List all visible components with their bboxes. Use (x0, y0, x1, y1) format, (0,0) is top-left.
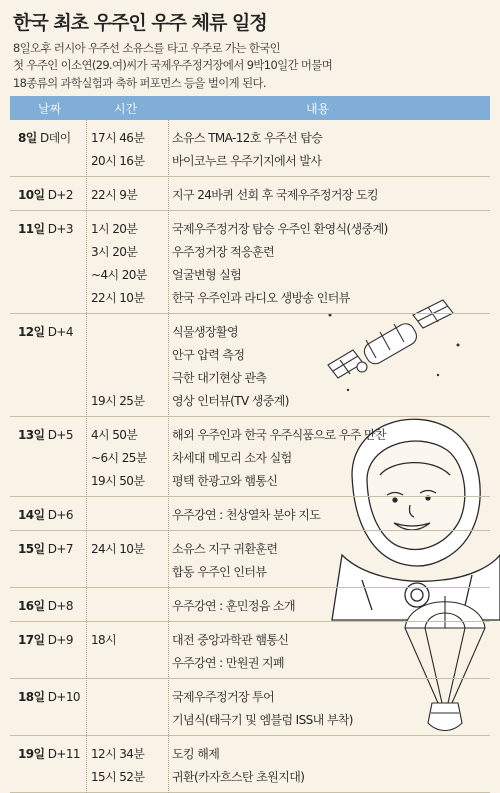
time-cell: 18시 (91, 633, 117, 647)
time-cell: 24시 10분 (91, 542, 145, 556)
event-cell: 우주강연 : 만원권 지폐 (172, 656, 285, 670)
intro-line: 8일오후 러시아 우주선 소유스를 타고 우주로 가는 한국인 (13, 41, 281, 55)
table-row (10, 177, 490, 211)
event-cell: 우주강연 : 훈민정음 소개 (172, 599, 296, 613)
day-label: D+11 (47, 747, 80, 761)
day-number: 10일 (18, 188, 45, 202)
time-cell: 3시 20분 (91, 245, 138, 259)
event-cell: 지구 24바퀴 선회 후 국제우주정거장 도킹 (172, 188, 379, 202)
table-row (10, 497, 490, 531)
day-label: D+4 (47, 325, 73, 339)
time-cell: 20시 16분 (91, 154, 145, 168)
table-row (10, 588, 490, 622)
day-cell (18, 129, 71, 146)
event-cell: 국제우주정거장 투어 (172, 690, 275, 704)
day-label: D+5 (47, 428, 73, 442)
day-cell (18, 220, 73, 237)
time-cell: 19시 25분 (91, 394, 145, 408)
column-divider (86, 120, 87, 793)
day-number: 18일 (18, 690, 45, 704)
event-cell: 얼굴변형 실험 (172, 268, 242, 282)
time-cell: 4시 50분 (91, 428, 138, 442)
intro-line: 첫 우주인 이소연(29.여)씨가 국제우주정거장에서 9박10일간 머물며 (13, 58, 333, 73)
day-number: 12일 (18, 325, 45, 339)
header-content: 내용 (306, 102, 330, 116)
column-divider (168, 120, 169, 793)
day-cell (18, 506, 73, 523)
event-cell: 우주강연 : 천상열차 분야 지도 (172, 508, 321, 522)
event-cell: 소유스 TMA-12호 우주선 탑승 (172, 131, 323, 145)
day-number: 19일 (18, 747, 45, 761)
time-cell: 1시 20분 (91, 222, 138, 236)
day-label: D+8 (47, 599, 73, 613)
table-row (10, 211, 490, 314)
event-cell: 평택 한광고와 햄통신 (172, 474, 278, 488)
day-label: D+9 (47, 633, 73, 647)
header-time: 시간 (114, 102, 138, 116)
event-cell: 기념식(태극기 및 엠블럼 ISS내 부착) (172, 713, 353, 727)
day-number: 15일 (18, 542, 45, 556)
table-row (10, 679, 490, 736)
event-cell: 한국 우주인과 라디오 생방송 인터뷰 (172, 291, 350, 305)
time-cell: ~4시 20분 (91, 268, 147, 282)
day-label: D+6 (47, 508, 73, 522)
event-cell: 국제우주정거장 탐승 우주인 환영식(생중계) (172, 222, 388, 236)
event-cell: 도킹 해제 (172, 747, 220, 761)
day-number: 11일 (18, 222, 45, 236)
day-cell (18, 540, 73, 557)
page-title: 한국 최초 우주인 우주 체류 일정 (13, 12, 267, 34)
day-cell (18, 597, 73, 614)
event-cell: 극한 대기현상 관측 (172, 371, 267, 385)
event-cell: 바이코누르 우주기지에서 발사 (172, 154, 322, 168)
time-cell: 17시 46분 (91, 131, 145, 145)
day-cell (18, 186, 73, 203)
day-label: D+3 (47, 222, 73, 236)
day-cell (18, 323, 73, 340)
table-header (10, 96, 490, 120)
table-row (10, 531, 490, 588)
table-row (10, 736, 490, 793)
event-cell: 소유스 지구 귀환훈련 (172, 542, 278, 556)
intro-text (13, 40, 343, 92)
time-cell: 19시 50분 (91, 474, 145, 488)
time-cell: 15시 52분 (91, 770, 145, 784)
day-number: 13일 (18, 428, 45, 442)
day-number: 8일 (18, 131, 37, 145)
event-cell: 영상 인터뷰(TV 생중계) (172, 394, 289, 408)
day-cell (18, 631, 73, 648)
day-label: D데이 (39, 131, 71, 145)
header-date: 날짜 (38, 102, 62, 116)
event-cell: 차세대 메모리 소자 실험 (172, 451, 292, 465)
day-number: 17일 (18, 633, 45, 647)
day-cell (18, 426, 73, 443)
event-cell: 귀환(카자흐스탄 초원지대) (172, 770, 305, 784)
event-cell: 식물생장활영 (172, 325, 238, 339)
table-row (10, 314, 490, 417)
day-label: D+2 (47, 188, 73, 202)
time-cell: 22시 9분 (91, 188, 138, 202)
time-cell: 12시 34분 (91, 747, 145, 761)
intro-line: 18종류의 과학실험과 축하 퍼포먼스 등을 벌이게 된다. (13, 75, 266, 90)
table-row (10, 622, 490, 679)
event-cell: 합동 우주인 인터뷰 (172, 565, 267, 579)
table-row (10, 120, 490, 177)
event-cell: 대전 중앙과학관 햄통신 (172, 633, 289, 647)
day-label: D+10 (47, 690, 80, 704)
time-cell: 22시 10분 (91, 291, 145, 305)
event-cell: 우주정거장 적응훈련 (172, 245, 275, 259)
day-number: 14일 (18, 508, 45, 522)
event-cell: 해외 우주인과 한국 우주식품으로 우주 만찬 (172, 428, 386, 442)
day-cell (18, 745, 80, 762)
day-cell (18, 688, 80, 705)
day-number: 16일 (18, 599, 45, 613)
table-row (10, 417, 490, 497)
day-label: D+7 (47, 542, 73, 556)
event-cell: 안구 압력 측정 (172, 348, 245, 362)
time-cell: ~6시 25분 (91, 451, 147, 465)
